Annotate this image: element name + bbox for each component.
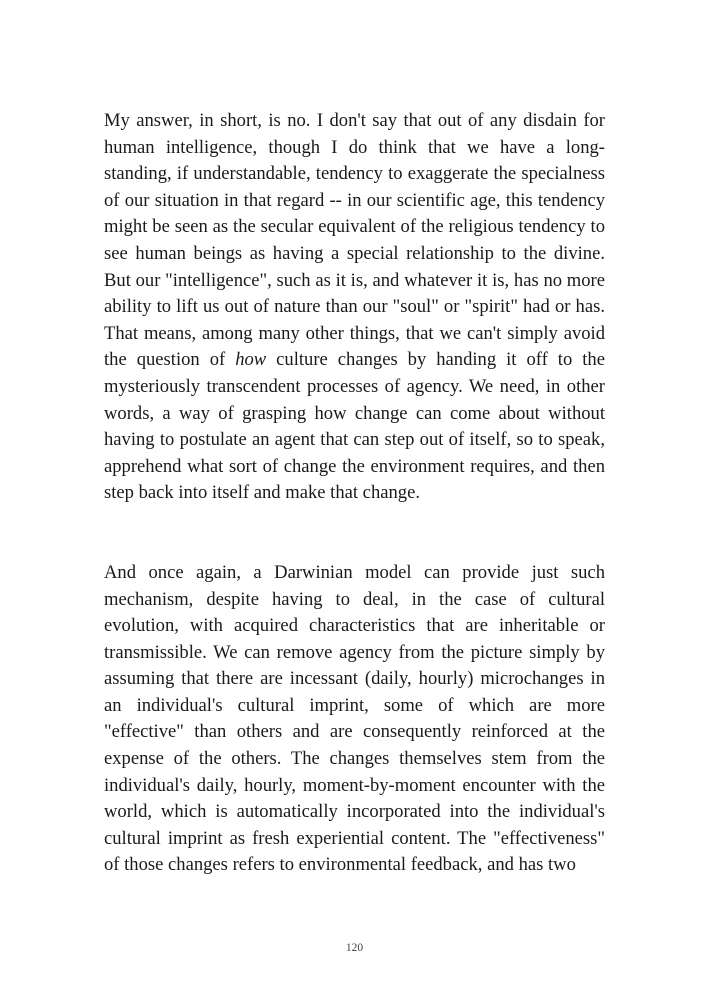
paragraph-text-before-emphasis: My answer, in short, is no. I don't say that out of any disdain for human intelligence, though I do think that we have a long-standing, if understandable, tendency to exaggerate the specialness of our situation in that regard -- in our scientific age, this tendency might be seen as the secular equivalent of the religious tendency to see human beings as having a special relationship to the divine. But our "intelligence", such as it is, and whatever it is, has no more ability to lift us out of nature than our "soul" or "spirit" had or has. That means, among many other things, that we can't simply avoid the question of bbox=[104, 110, 605, 371]
paragraph-text-after-emphasis: culture changes by handing it off to the mysteriously transcendent processes of agency. We need, in other words, a way of grasping how change can come about without having to postulate an agent that can step out of itself, so to speak, apprehend what sort of change the environment requires, and then step back into itself and make that change. bbox=[104, 349, 605, 504]
paragraph-agency bbox=[104, 108, 605, 507]
page-number: 120 bbox=[345, 942, 364, 954]
document-body bbox=[104, 108, 605, 879]
emphasis-how: how bbox=[235, 349, 267, 371]
paragraph-darwinian-model: And once again, a Darwinian model can provide just such mechanism, despite having to deal, in the case of cultural evolution, with acquired characteristics that are inheritable or transmissible. We can remove agency from the picture simply by assuming that there are incessant (daily, hourly) microchanges in an individual's cultural imprint, some of which are more "effective" than others and are consequently reinforced at the expense of the others. The changes themselves stem from the individual's daily, hourly, moment-by-moment encounter with the world, which is automatically incorporated into the individual's cultural imprint as fresh experiential content. The "effectiveness" of those changes refers to environmental feedback, and has two bbox=[104, 561, 605, 876]
